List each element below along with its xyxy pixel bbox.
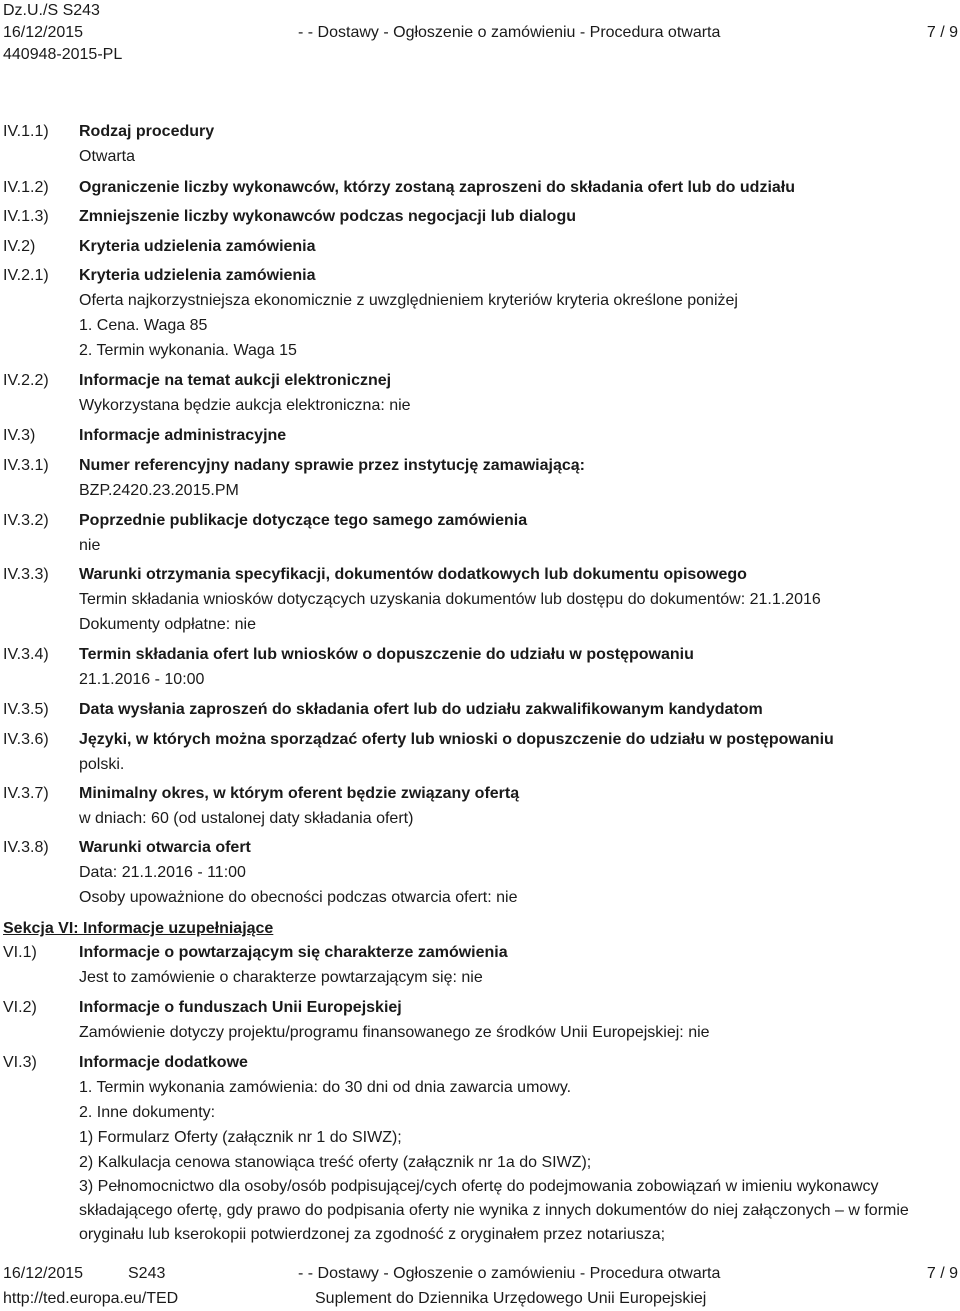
entry-value: Data: 21.1.2016 - 11:00 (79, 864, 246, 881)
entry-number: VI.2) (3, 999, 37, 1016)
entry-value: 1. Cena. Waga 85 (79, 317, 208, 334)
entry-value: Oferta najkorzystniejsza ekonomicznie z uwzględnieniem kryteriów kryteria określone poniżej (79, 292, 738, 309)
entry-title: Informacje administracyjne (79, 427, 287, 444)
entry-body (79, 205, 930, 229)
entry-number: IV.3) (3, 427, 36, 444)
entry-body (79, 120, 930, 169)
entry-value: 2. Termin wykonania. Waga 15 (79, 342, 297, 359)
entry-value: 1. Termin wykonania zamówienia: do 30 dni od dnia zawarcia umowy. (79, 1079, 572, 1096)
entry-body (79, 996, 930, 1045)
entry-value: Otwarta (79, 148, 136, 165)
entry-title: Termin składania ofert lub wniosków o dopuszczenie do udziału w postępowaniu (79, 646, 694, 663)
entry-value: 2) Kalkulacja cenowa stanowiąca treść oferty (załącznik nr 1a do SIWZ); (79, 1154, 592, 1171)
notice-number: 440948-2015-PL (3, 46, 123, 63)
entry-body (79, 424, 930, 448)
entry-title: Języki, w których można sporządzać oferty lub wnioski o dopuszczenie do udziału w postępowaniu (79, 731, 834, 748)
entry-title: Informacje o funduszach Unii Europejskiej (79, 999, 402, 1016)
entry-title: Poprzednie publikacje dotyczące tego samego zamówienia (79, 512, 528, 529)
entry-title: Minimalny okres, w którym oferent będzie związany ofertą (79, 785, 520, 802)
header-date: 16/12/2015 (3, 24, 84, 41)
entry-number: IV.3.2) (3, 512, 49, 529)
entry-value: nie (79, 537, 101, 554)
entry-body (79, 643, 930, 692)
entry-title: Zmniejszenie liczby wykonawców podczas negocjacji lub dialogu (79, 208, 576, 225)
entry-body (79, 728, 930, 777)
entry-number: VI.3) (3, 1054, 37, 1071)
entry-value: 1) Formularz Oferty (załącznik nr 1 do SIWZ); (79, 1129, 402, 1146)
entry-body (79, 836, 930, 910)
entry-number: IV.1.1) (3, 123, 49, 140)
section-title: Sekcja VI: Informacje uzupełniające (3, 920, 274, 937)
entry-title: Informacje dodatkowe (79, 1054, 248, 1071)
entry-number: IV.2.1) (3, 267, 49, 284)
entry-value: Dokumenty odpłatne: nie (79, 616, 256, 633)
entry-body (79, 176, 930, 200)
entry-title: Kryteria udzielenia zamówienia (79, 267, 316, 284)
footer-title: - - Dostawy - Ogłoszenie o zamówieniu - Procedura otwarta (298, 1265, 721, 1282)
entry-number: IV.3.4) (3, 646, 49, 663)
entry-title: Numer referencyjny nadany sprawie przez instytucję zamawiającą: (79, 457, 585, 474)
entry-value: 2. Inne dokumenty: (79, 1104, 216, 1121)
entry-body (79, 264, 930, 363)
entry-title: Informacje na temat aukcji elektronicznej (79, 372, 392, 389)
entry-value: Jest to zamówienie o charakterze powtarzającym się: nie (79, 969, 483, 986)
entry-value: BZP.2420.23.2015.PM (79, 482, 239, 499)
entry-title: Warunki otrzymania specyfikacji, dokumentów dodatkowych lub dokumentu opisowego (79, 566, 747, 583)
entry-title: Rodzaj procedury (79, 123, 215, 140)
entry-number: IV.3.6) (3, 731, 49, 748)
entry-number: VI.1) (3, 944, 37, 961)
entry-body (79, 235, 930, 259)
entry-value: Wykorzystana będzie aukcja elektroniczna: nie (79, 397, 411, 414)
entry-value: 21.1.2016 - 10:00 (79, 671, 205, 688)
footer-url[interactable]: http://ted.europa.eu/TED (3, 1290, 179, 1307)
entry-value: w dniach: 60 (od ustalonej daty składania ofert) (79, 810, 414, 827)
entry-number: IV.2) (3, 238, 36, 255)
entry-value: 3) Pełnomocnictwo dla osoby/osób podpisującej/cych ofertę do podejmowania zobowiązań w imieniu wykonawcy składającego ofertę, gdy prawo do podpisania oferty nie wynika z innych dokumentów do niej załączonych – w formie oryginału lub kserokopii potwierdzonej za zgodność z oryginałem przez notariusza; (79, 1178, 909, 1243)
entry-body (79, 1051, 930, 1247)
entry-title: Data wysłania zaproszeń do składania ofert lub do udziału zakwalifikowanym kandydatom (79, 701, 763, 718)
entry-number: IV.3.1) (3, 457, 49, 474)
header-title: - - Dostawy - Ogłoszenie o zamówieniu - Procedura otwarta (298, 24, 721, 41)
entry-title: Informacje o powtarzającym się charakterze zamówienia (79, 944, 508, 961)
entry-body (79, 454, 930, 503)
footer-supplement: Suplement do Dziennika Urzędowego Unii Europejskiej (315, 1290, 707, 1307)
entry-body (79, 698, 930, 722)
header-page: 7 / 9 (926, 24, 958, 41)
journal-ref: Dz.U./S S243 (3, 2, 100, 19)
entry-body (79, 941, 930, 990)
entry-number: IV.1.2) (3, 179, 49, 196)
entry-value: Osoby upoważnione do obecności podczas otwarcia ofert: nie (79, 889, 518, 906)
entry-number: IV.2.2) (3, 372, 49, 389)
entry-body (79, 509, 930, 558)
entry-title: Ograniczenie liczby wykonawców, którzy zostaną zaproszeni do składania ofert lub do udziału (79, 179, 795, 196)
entry-value: Zamówienie dotyczy projektu/programu finansowanego ze środków Unii Europejskiej: nie (79, 1024, 710, 1041)
footer-series: S243 (128, 1265, 166, 1282)
entry-value: Termin składania wniosków dotyczących uzyskania dokumentów lub dostępu do dokumentów: 21.1.2016 (79, 591, 821, 608)
entry-number: IV.3.8) (3, 839, 49, 856)
footer-page: 7 / 9 (926, 1265, 958, 1282)
entry-number: IV.1.3) (3, 208, 49, 225)
entry-value: polski. (79, 756, 125, 773)
entry-body (79, 369, 930, 418)
entry-title: Kryteria udzielenia zamówienia (79, 238, 316, 255)
entry-number: IV.3.7) (3, 785, 49, 802)
entry-body (79, 563, 930, 637)
entry-number: IV.3.5) (3, 701, 49, 718)
footer-date: 16/12/2015 (3, 1265, 84, 1282)
entry-body (79, 782, 930, 831)
entry-title: Warunki otwarcia ofert (79, 839, 251, 856)
entry-number: IV.3.3) (3, 566, 49, 583)
